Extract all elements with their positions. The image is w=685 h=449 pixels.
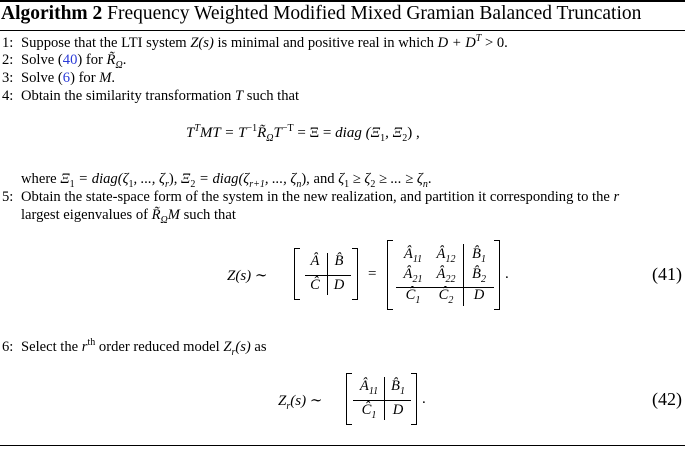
- math-sup: T: [475, 33, 482, 45]
- top-rule: [0, 0, 685, 2]
- equation-number-41: (41): [652, 264, 682, 284]
- bottom-rule: [0, 445, 685, 446]
- equation-number-42: (42): [652, 389, 682, 409]
- partition-hline: [396, 287, 494, 288]
- step-5: [2, 189, 619, 206]
- partition-vline: [463, 244, 464, 306]
- step-number: 2:: [2, 52, 14, 68]
- left-bracket: [346, 373, 352, 425]
- title-rule: [0, 30, 685, 31]
- step-number: 5:: [2, 189, 14, 205]
- step-text: Obtain the similarity transformation: [21, 88, 235, 104]
- step-text: Suppose that the LTI system: [21, 35, 191, 51]
- step-number: 4:: [2, 88, 14, 104]
- step-4-where: where $\Xi_1$ = $diag(\zeta_1$, ..., $\zeta_r$), $\Xi_2$ = $diag(\zeta_{r+1}$, ..., $\zeta_n$), and $\zeta_1 \ge \zeta_2$ ≥ ... ≥ $\zeta_n$.: [21, 171, 432, 190]
- right-bracket: [494, 240, 500, 310]
- algorithm-name: Frequency Weighted Modified Mixed Gramian Balanced Truncation: [107, 3, 642, 24]
- step-text: > 0.: [481, 35, 508, 51]
- right-bracket: [352, 248, 358, 300]
- step-text: .: [111, 70, 116, 86]
- matrix-cell-c: Ĉ: [310, 277, 320, 293]
- step-text: is minimal and positive real in which: [213, 35, 438, 51]
- step-text: Obtain the state-space form of the system in the new realization, and partition it corresponding to the: [21, 189, 614, 205]
- equals-sign: =: [368, 266, 377, 282]
- math-var: T: [235, 88, 244, 104]
- left-bracket: [294, 248, 300, 300]
- left-bracket: [387, 240, 393, 310]
- similarity-equation: $T^TMT$ = $T^{-1}R̃_\Omega T^{-T} = \Xi$ = diag ($\Xi_1$, $\Xi_2$) ,: [186, 123, 420, 144]
- algorithm-label: Algorithm 2: [1, 3, 103, 24]
- math-sub: Ω: [115, 59, 123, 71]
- step-text: .: [122, 52, 127, 68]
- step-5-line-2: largest eigenvalues of $R̃_\Omega M$ such that: [21, 207, 236, 226]
- matrix-cell-a: Â: [310, 253, 320, 269]
- algorithm-title: [1, 3, 641, 25]
- step-3: [2, 70, 115, 87]
- partition-hline: [305, 275, 351, 276]
- step-text: Solve (: [21, 70, 63, 86]
- partition-vline: [327, 253, 328, 295]
- right-bracket: [411, 373, 417, 425]
- partition-vline: [384, 377, 385, 420]
- step-text: such that: [243, 88, 300, 104]
- step-number: 1:: [2, 35, 14, 51]
- step-6: 6: Select the $r^{th}$ order reduced model $Z_r(s)$ as: [2, 337, 267, 358]
- equation-ref-link[interactable]: 6: [62, 70, 71, 86]
- matrix-cell-d: D: [333, 277, 345, 293]
- eq41-lhs: Z(s) ∼: [227, 268, 268, 284]
- step-number: 6:: [2, 339, 14, 355]
- math-var: Z(s): [190, 35, 214, 51]
- step-4: [2, 88, 299, 105]
- math-var: R̃: [106, 52, 116, 68]
- math-var: r: [613, 189, 620, 205]
- equation-ref-link[interactable]: 40: [62, 52, 78, 68]
- step-text: Solve (: [21, 52, 63, 68]
- partition-hline: [353, 400, 411, 401]
- math-var: M: [99, 70, 112, 86]
- eq42-lhs: $Z_r(s)$ ∼: [278, 393, 323, 412]
- step-1: [2, 35, 508, 52]
- step-text: ) for: [77, 52, 107, 68]
- matrix-cell-b: B̂: [334, 253, 344, 269]
- math-var: D + D: [437, 35, 476, 51]
- step-2: [2, 52, 126, 69]
- step-text: ) for: [70, 70, 100, 86]
- step-number: 3:: [2, 70, 14, 86]
